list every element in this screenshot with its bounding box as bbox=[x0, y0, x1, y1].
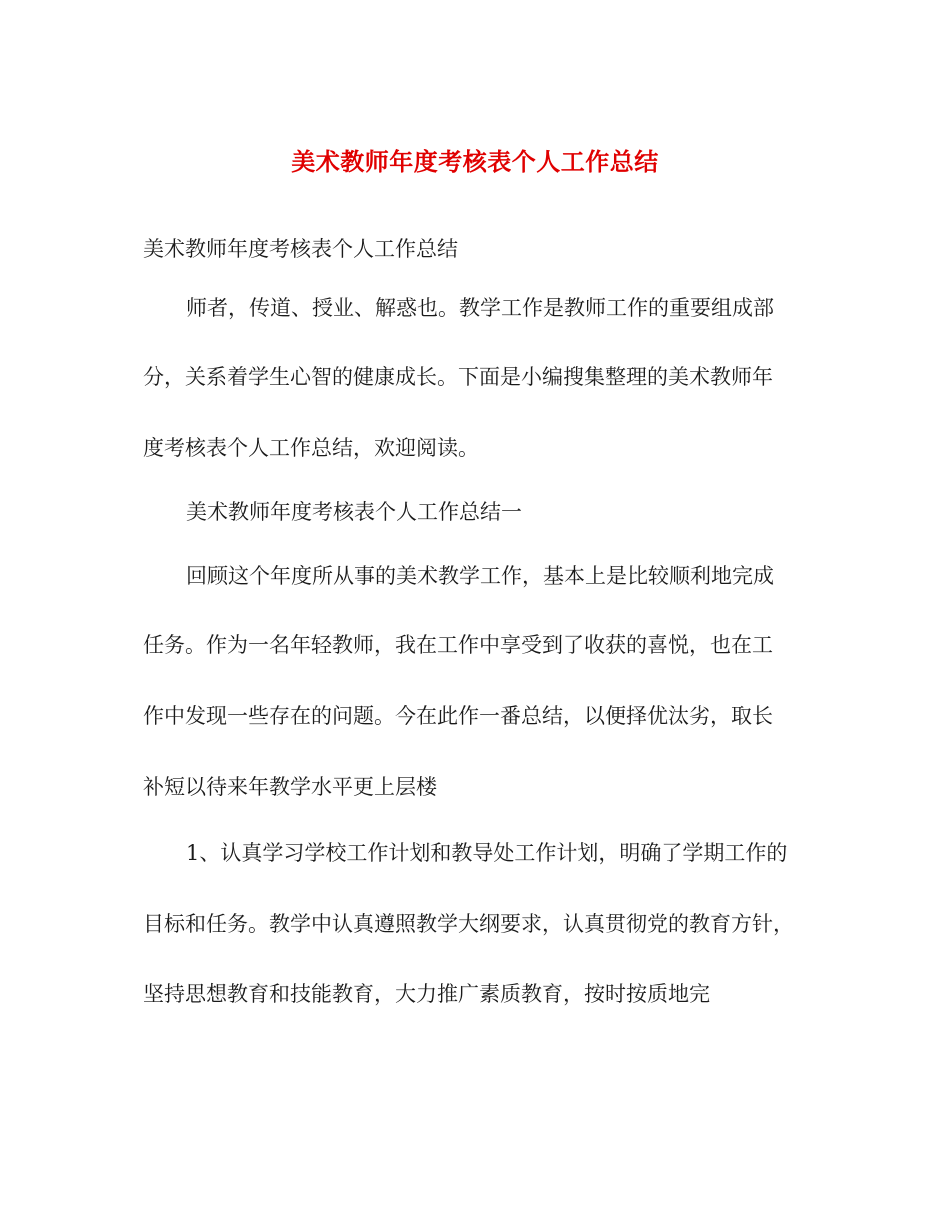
section-heading: 美术教师年度考核表个人工作总结一 bbox=[186, 500, 522, 524]
paragraph-line: 回顾这个年度所从事的美术教学工作，基本上是比较顺利地完成 bbox=[186, 564, 774, 588]
paragraph-line: 作中发现一些存在的问题。今在此作一番总结，以便择优汰劣，取长 bbox=[143, 704, 773, 728]
paragraph-line: 坚持思想教育和技能教育，大力推广素质教育，按时按质地完 bbox=[143, 982, 710, 1006]
document-title: 美术教师年度考核表个人工作总结 bbox=[291, 147, 659, 176]
paragraph-line: 1、认真学习学校工作计划和教导处工作计划，明确了学期工作的 bbox=[186, 841, 788, 865]
document-subtitle: 美术教师年度考核表个人工作总结 bbox=[143, 237, 458, 261]
paragraph-line: 分，关系着学生心智的健康成长。下面是小编搜集整理的美术教师年 bbox=[143, 365, 773, 389]
paragraph-line: 度考核表个人工作总结，欢迎阅读。 bbox=[143, 436, 479, 460]
paragraph-line: 补短以待来年教学水平更上层楼 bbox=[143, 775, 437, 799]
paragraph-line: 目标和任务。教学中认真遵照教学大纲要求，认真贯彻党的教育方针， bbox=[143, 912, 794, 936]
paragraph-line: 师者，传道、授业、解惑也。教学工作是教师工作的重要组成部 bbox=[186, 296, 774, 320]
paragraph-line: 任务。作为一名年轻教师，我在工作中享受到了收获的喜悦，也在工 bbox=[143, 633, 773, 657]
